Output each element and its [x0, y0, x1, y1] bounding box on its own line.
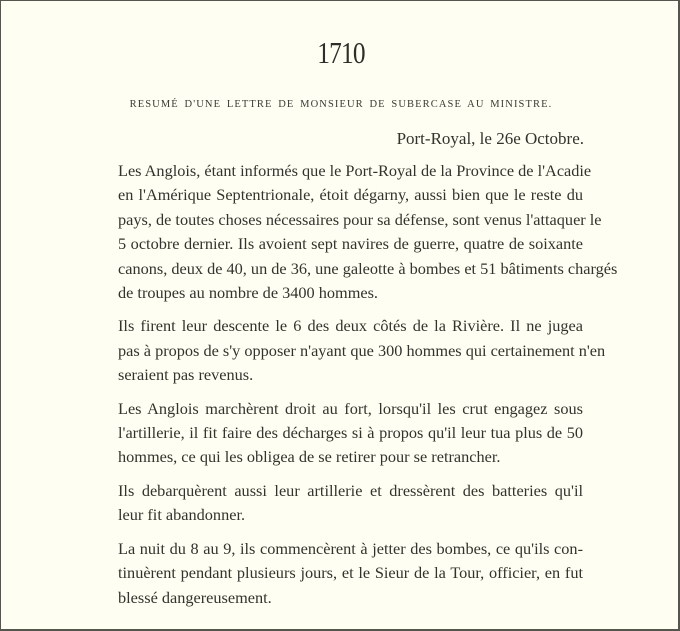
text-line: de troupes au nombre de 3400 hommes. [118, 283, 378, 303]
text-line: canons, deux de 40, un de 36, une galeotte à bombes et 51 bâtiments chargés [118, 258, 618, 278]
text-line: en l'Amérique Septentrionale, étoit dégarny, aussi bien que le reste du [118, 185, 583, 205]
text-line: l'artillerie, il fit faire des décharges si à propos qu'il leur tua plus de 50 [118, 423, 583, 443]
paragraph-1 [86, 159, 618, 305]
text-line: hommes, ce qui les obligea de se retirer pour se retrancher. [118, 447, 501, 467]
paragraph-2 [86, 314, 606, 387]
text-line: Les Anglois, étant informés que le Port-Royal de la Province de l'Acadie [118, 161, 592, 180]
letter-body [86, 159, 618, 619]
dateline: Port-Royal, le 26e Octobre. [396, 129, 584, 148]
text-line: leur fit abandonner. [118, 505, 246, 525]
text-line: Ils debarquèrent aussi leur artillerie et dressèrent des batteries qu'il [118, 480, 583, 500]
text-line: La nuit du 8 au 9, ils commencèrent à jetter des bombes, ce qu'ils con- [118, 538, 583, 558]
text-line: blessé dangereusement. [118, 587, 272, 607]
paragraph-5 [86, 537, 583, 610]
paragraph-4 [86, 479, 583, 528]
text-line: Les Anglois marchèrent droit au fort, lorsqu'il les crut engagez sous [118, 398, 583, 418]
text-line: Ils firent leur descente le 6 des deux côtés de la Rivière. Il ne jugea [118, 316, 583, 336]
text-line: pas à propos de s'y opposer n'ayant que 300 hommes qui certainement n'en [118, 340, 606, 360]
text-line: seraient pas revenus. [118, 365, 254, 385]
text-line: tinuèrent pendant plusieurs jours, et le Sieur de la Tour, officier, en fut [118, 563, 583, 583]
letter-heading: RESUMÉ D'UNE LETTRE DE MONSIEUR DE SUBERCASE AU MINISTRE. [129, 99, 553, 110]
paragraph-3 [86, 397, 583, 470]
page-year-title: 1710 [317, 35, 365, 70]
text-line: 5 octobre dernier. Ils avoient sept navires de guerre, quatre de soixante [118, 234, 583, 254]
text-line: pays, de toutes choses nécessaires pour sa défense, sont venus l'attaquer le [118, 209, 602, 229]
